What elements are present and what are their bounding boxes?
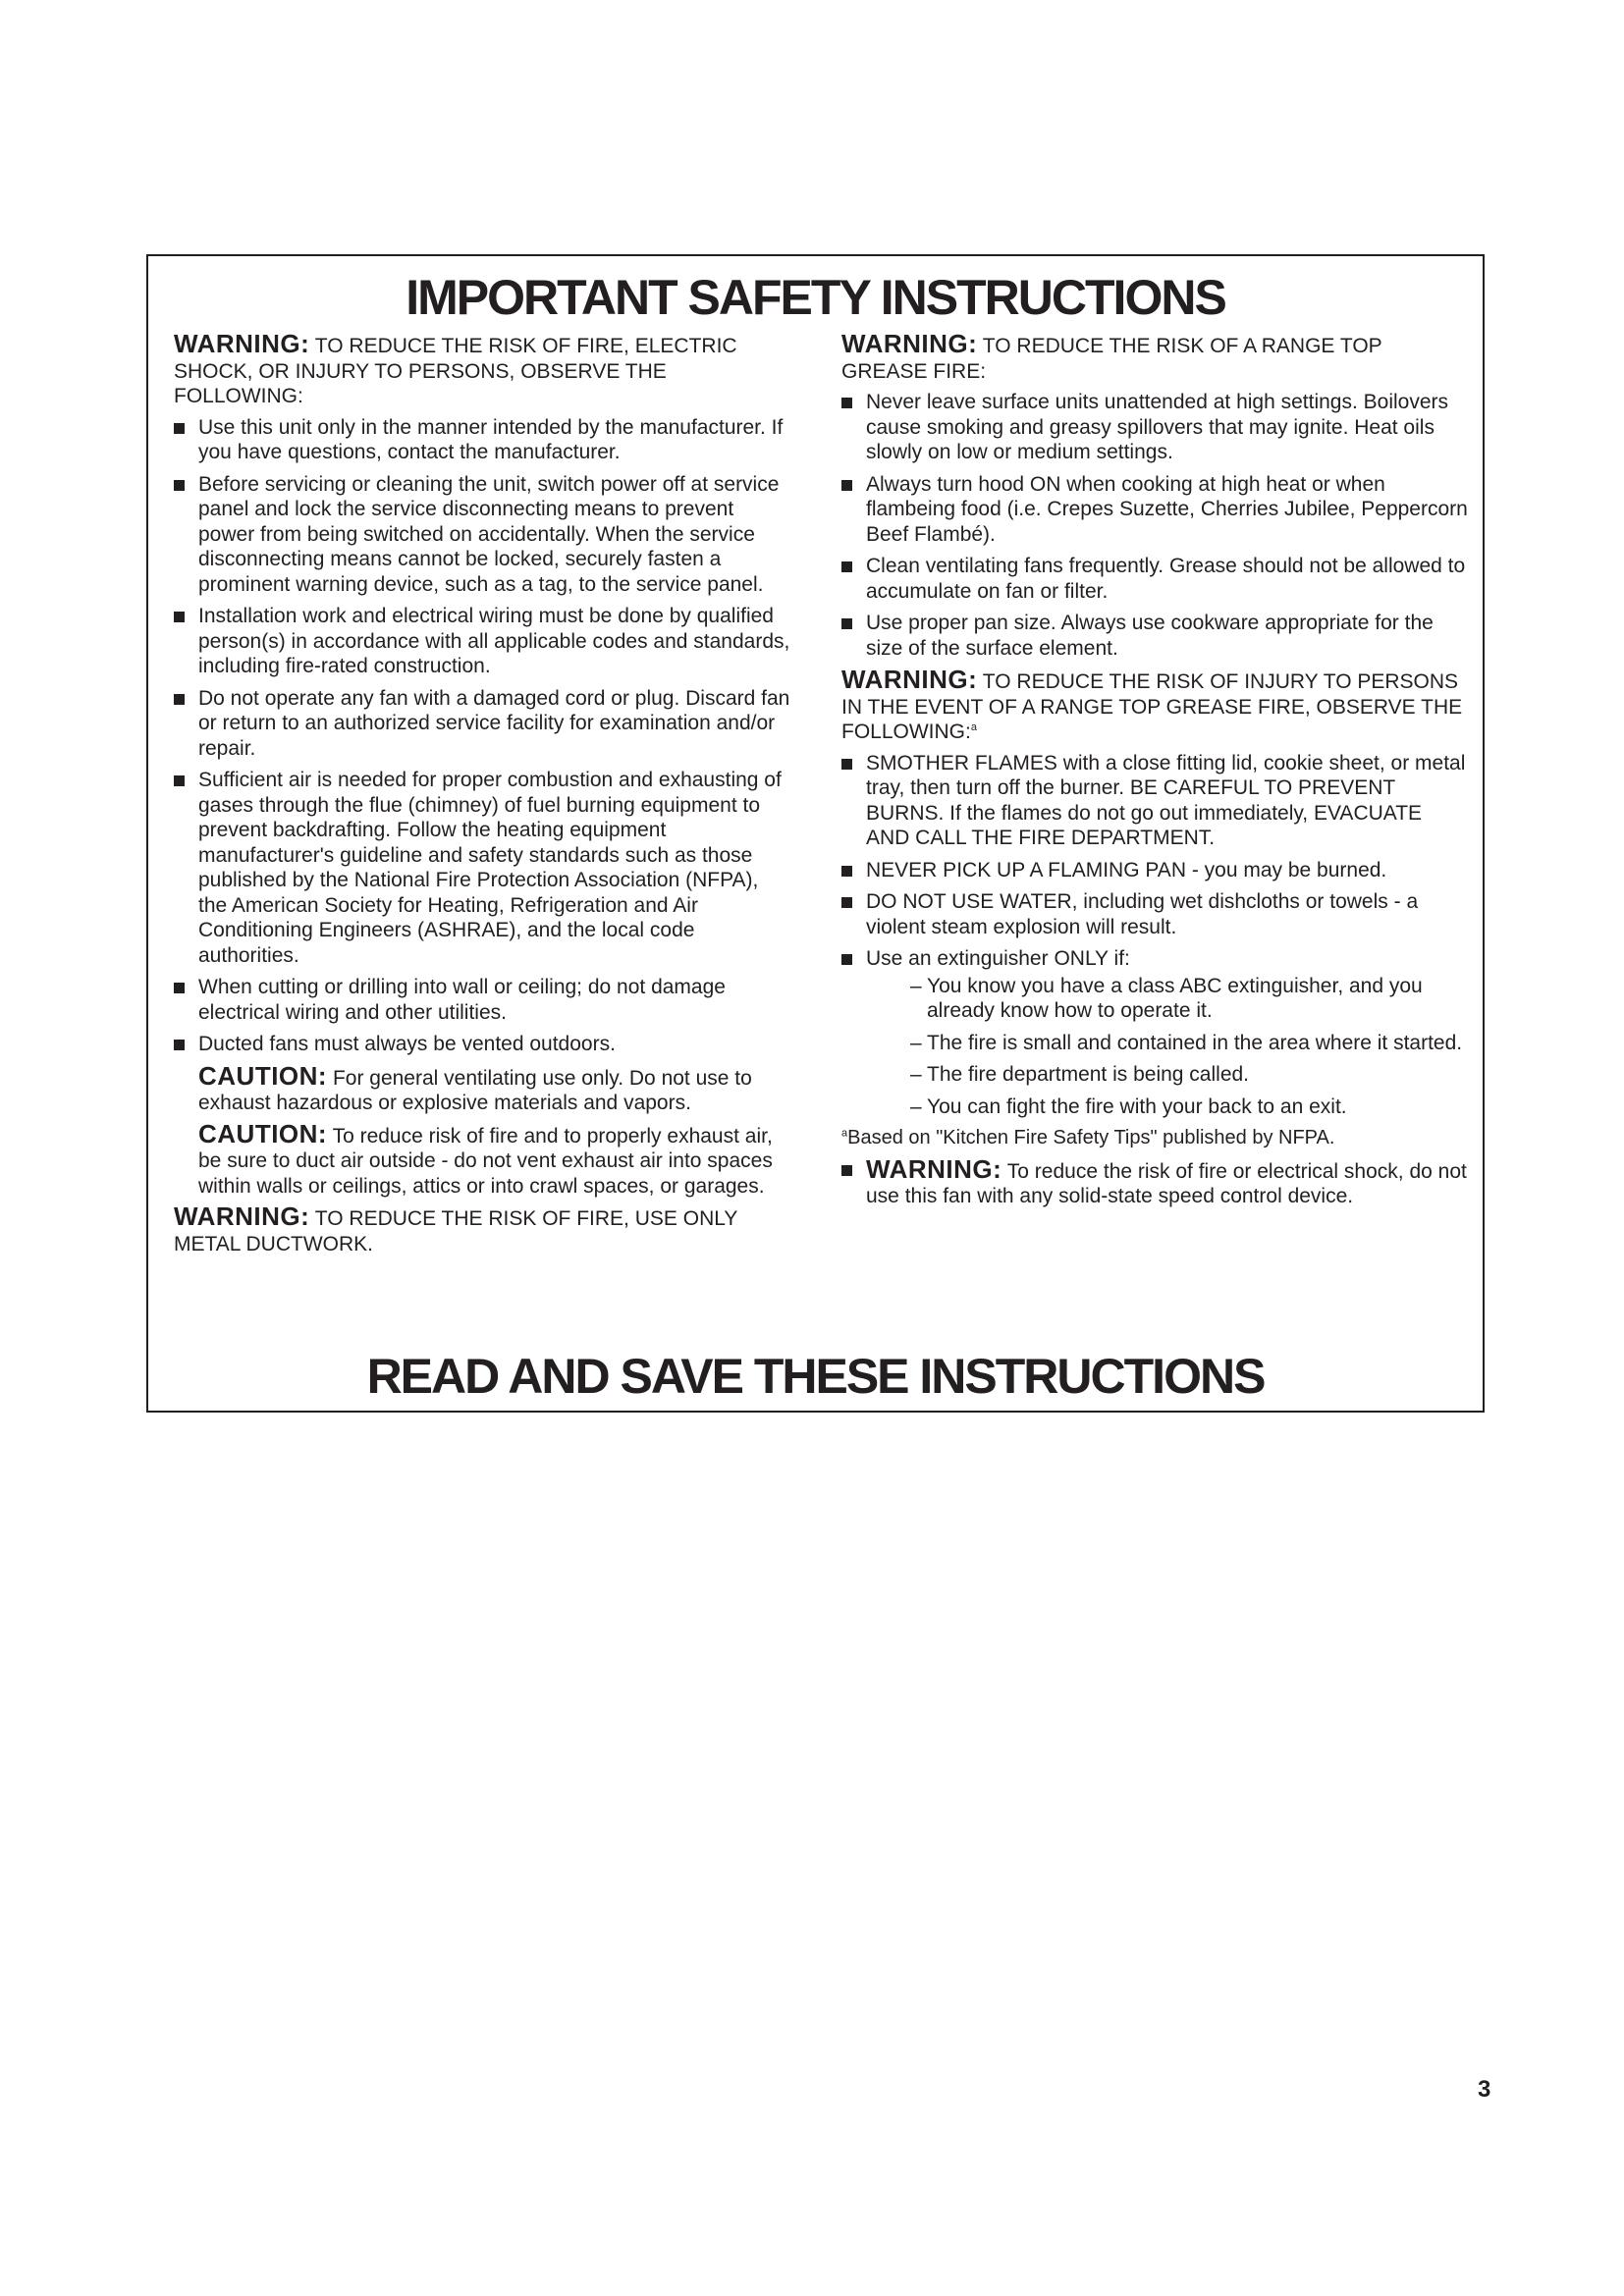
dash-icon: –	[910, 1063, 922, 1086]
warning-label: WARNING:	[174, 1201, 310, 1231]
bullet-icon	[841, 618, 852, 629]
list-item: Always turn hood ON when cooking at high heat or when flambeing food (i.e. Crepes Suzette, Cherries Jubilee, Peppercorn Beef Flambé).	[841, 472, 1470, 548]
bullet-icon	[841, 954, 852, 965]
footnote-marker: a	[841, 1127, 848, 1140]
bullet-icon	[174, 775, 185, 786]
grease-fire-prevention-list	[841, 390, 1470, 661]
bullet-icon	[174, 423, 185, 434]
list-item: Do not operate any fan with a damaged cord or plug. Discard fan or return to an authorized service facility for examination and/or repair.	[174, 686, 792, 762]
list-item: Ducted fans must always be vented outdoors.	[174, 1032, 792, 1057]
bullet-icon	[841, 480, 852, 491]
speed-control-warning-list	[841, 1153, 1470, 1209]
dash-icon: –	[910, 974, 922, 997]
list-item: – The fire is small and contained in the area where it started.	[910, 1031, 1463, 1054]
caution-text: For general ventilating use only. Do not use to exhaust hazardous or explosive materials and vapors.	[198, 1066, 752, 1114]
warning-text: To reduce the risk of fire or electrical shock, do not use this fan with any solid-state speed control device.	[866, 1159, 1467, 1207]
safety-instructions-box	[146, 254, 1485, 1413]
bullet-icon	[841, 866, 852, 877]
bullet-icon	[174, 1040, 185, 1050]
warning-text: TO REDUCE THE RISK OF FIRE, ELECTRIC SHOCK, OR INJURY TO PERSONS, OBSERVE THE FOLLOWING:	[174, 335, 737, 407]
list-item: SMOTHER FLAMES with a close fitting lid, cookie sheet, or metal tray, then turn off the burner. BE CAREFUL TO PREVENT BURNS. If the flames do not go out immediately, EVACUATE AND CALL THE FIRE DEPARTMENT.	[841, 751, 1470, 851]
bullet-icon	[841, 759, 852, 770]
footer-title: READ AND SAVE THESE INSTRUCTIONS	[366, 1349, 1265, 1404]
warning-fire-shock	[174, 329, 792, 409]
right-column	[841, 329, 1470, 1216]
list-item: – You can fight the fire with your back to an exit.	[910, 1095, 1347, 1118]
footnote-text: Based on "Kitchen Fire Safety Tips" published by NFPA.	[847, 1127, 1335, 1148]
extinguisher-conditions-list	[866, 974, 1470, 1120]
page-number: 3	[1478, 2076, 1491, 2103]
list-item: Use an extinguisher ONLY if: – You know you have a class ABC extinguisher, and you already know how to operate it. – The fire is small and contained in the area where it started. – The fire department is being called. – You can fight the fire with your back to an exit.	[841, 946, 1470, 1119]
caution-ventilating	[174, 1060, 792, 1116]
list-item: Installation work and electrical wiring must be done by qualified person(s) in accordance with all applicable codes and standards, including fire-rated construction.	[174, 604, 792, 679]
caution-text: To reduce risk of fire and to properly exhaust air, be sure to duct air outside - do not vent exhaust air into spaces within walls or ceilings, attics or into crawl spaces, or garages.	[198, 1124, 773, 1198]
list-item	[841, 1153, 1470, 1209]
warning-ductwork	[174, 1201, 792, 1256]
caution-label: CAUTION:	[198, 1118, 328, 1148]
bullet-icon	[841, 561, 852, 572]
bullet-icon	[174, 983, 185, 993]
warning-text: TO REDUCE THE RISK OF INJURY TO PERSONS IN THE EVENT OF A RANGE TOP GREASE FIRE, OBSERVE THE FOLLOWING:	[841, 670, 1463, 743]
list-item: Use proper pan size. Always use cookware appropriate for the size of the surface element.	[841, 611, 1470, 661]
caution-label: CAUTION:	[198, 1060, 328, 1091]
list-item: – You know you have a class ABC extinguisher, and you already know how to operate it.	[910, 974, 1423, 1022]
bullet-icon	[841, 398, 852, 408]
dash-icon: –	[910, 1031, 922, 1054]
left-column	[174, 329, 792, 1256]
bullet-icon	[174, 480, 185, 491]
general-safety-list	[174, 415, 792, 1057]
bullet-icon	[841, 897, 852, 908]
list-item: NEVER PICK UP A FLAMING PAN - you may be burned.	[841, 858, 1470, 883]
warning-label: WARNING:	[841, 329, 978, 358]
list-item: When cutting or drilling into wall or ceiling; do not damage electrical wiring and other utilities.	[174, 975, 792, 1025]
bullet-icon	[174, 694, 185, 705]
bullet-icon	[174, 612, 185, 622]
list-item: Clean ventilating fans frequently. Grease should not be allowed to accumulate on fan or filter.	[841, 554, 1470, 604]
warning-text: TO REDUCE THE RISK OF A RANGE TOP GREASE FIRE:	[841, 335, 1382, 383]
grease-fire-response-list	[841, 751, 1470, 1120]
list-item: Never leave surface units unattended at high settings. Boilovers cause smoking and greasy spillovers that may ignite. Heat oils slowly on low or medium settings.	[841, 390, 1470, 465]
footnote	[841, 1126, 1470, 1151]
list-item: Use this unit only in the manner intended by the manufacturer. If you have questions, contact the manufacturer.	[174, 415, 792, 465]
footnote-marker: a	[970, 721, 977, 733]
warning-grease-fire	[841, 329, 1470, 384]
list-item: Before servicing or cleaning the unit, switch power off at service panel and lock the service disconnecting means to prevent power from being switched on accidentally. When the service disconnecting means cannot be locked, securely fasten a prominent warning device, such as a tag, to the service panel.	[174, 472, 792, 598]
list-item: – The fire department is being called.	[910, 1063, 1250, 1086]
dash-icon: –	[910, 1095, 922, 1118]
caution-exhaust	[174, 1118, 792, 1200]
bullet-icon	[841, 1165, 852, 1176]
list-item: DO NOT USE WATER, including wet dishcloths or towels - a violent steam explosion will result.	[841, 889, 1470, 939]
list-item: Sufficient air is needed for proper combustion and exhausting of gases through the flue (chimney) of fuel burning equipment to prevent backdrafting. Follow the heating equipment manufacturer's guideline and safety standards such as those published by the National Fire Protection Association (NFPA), the American Society for Heating, Refrigeration and Air Conditioning Engineers (ASHRAE), and the local code authorities.	[174, 768, 792, 968]
warning-text: TO REDUCE THE RISK OF FIRE, USE ONLY METAL DUCTWORK.	[174, 1207, 737, 1255]
warning-label: WARNING:	[866, 1153, 1002, 1184]
warning-injury	[841, 667, 1470, 745]
page-title: IMPORTANT SAFETY INSTRUCTIONS	[406, 270, 1225, 325]
warning-label: WARNING:	[841, 665, 978, 694]
warning-label: WARNING:	[174, 329, 310, 358]
